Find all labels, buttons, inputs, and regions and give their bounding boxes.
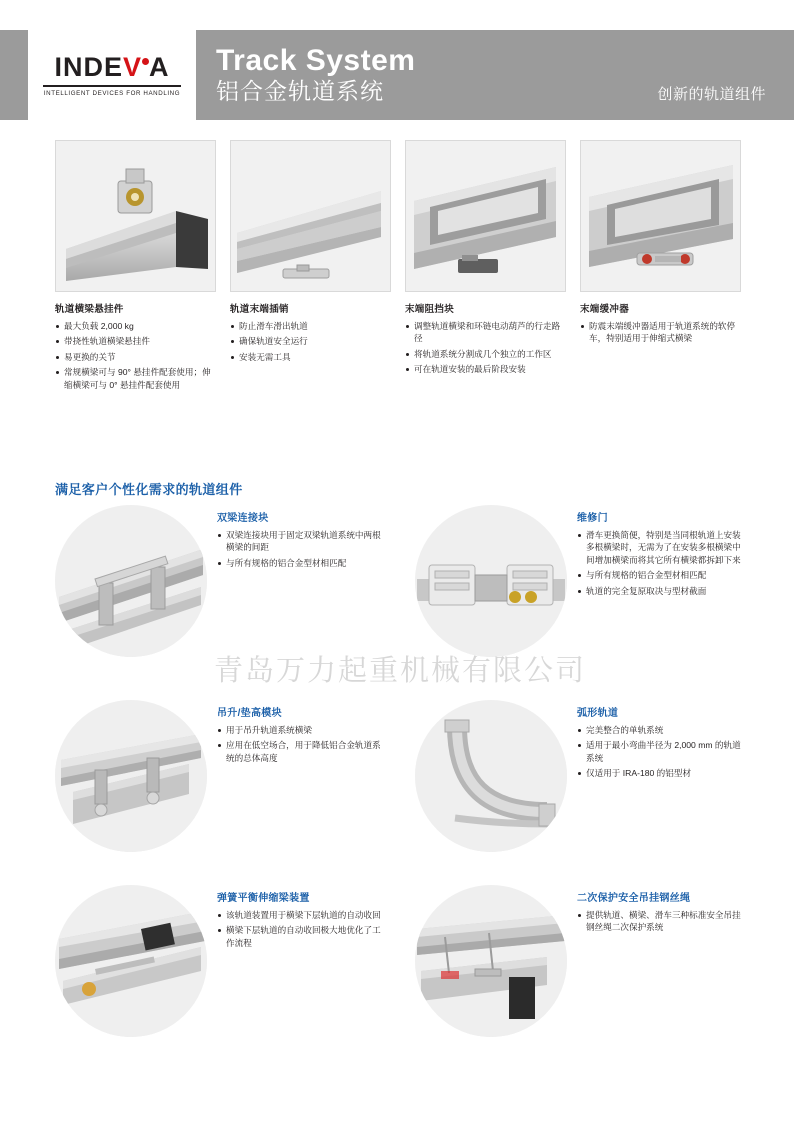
list-item: 调整轨道横梁和环链电动葫芦的行走路径 xyxy=(405,320,566,345)
list-item: 用于吊升轨道系统横梁 xyxy=(217,724,382,736)
track-end-pin-photo xyxy=(230,140,391,292)
page-title-en: Track System xyxy=(216,44,416,78)
module-block xyxy=(55,700,382,852)
list-item: 防止滑车滑出轨道 xyxy=(230,320,391,332)
list-item: 确保轨道安全运行 xyxy=(230,335,391,347)
module-text xyxy=(577,885,742,1037)
module-block xyxy=(55,885,382,1037)
double-beam-connector-photo xyxy=(55,505,207,657)
module-bullets xyxy=(217,724,382,764)
list-item: 适用于最小弯曲半径为 2,000 mm 的轨道系统 xyxy=(577,739,742,764)
product-card xyxy=(580,140,741,394)
logo-divider xyxy=(43,85,181,87)
track-beam-suspension-photo xyxy=(55,140,216,292)
product-card-title: 轨道末端插销 xyxy=(230,304,289,315)
list-item: 双梁连接块用于固定双梁轨道系统中两根横梁的间距 xyxy=(217,529,382,554)
list-item: 将轨道系统分割成几个独立的工作区 xyxy=(405,348,566,360)
list-item: 滑车更换简便，特别是当同根轨道上安装多根横梁时，无需为了在安装多根横梁中间增加横梁而将其它所有横梁都拆卸下来 xyxy=(577,529,742,566)
header-titles xyxy=(196,30,415,120)
module-block xyxy=(55,505,382,657)
module-text xyxy=(577,505,742,657)
curved-track-photo xyxy=(415,700,567,852)
list-item: 横梁下层轨道的自动收回极大地优化了工作流程 xyxy=(217,924,382,949)
module-bullets xyxy=(577,724,742,780)
logo-text-v: V xyxy=(123,51,143,82)
spring-balance-telescopic-beam-photo xyxy=(55,885,207,1037)
list-item: 完美整合的单轨系统 xyxy=(577,724,742,736)
module-title: 弧形轨道 xyxy=(577,708,619,719)
module-title: 维修门 xyxy=(577,513,608,524)
maintenance-door-photo xyxy=(415,505,567,657)
module-title: 双梁连接块 xyxy=(217,513,269,524)
module-text xyxy=(217,700,382,852)
product-card-title: 末端缓冲器 xyxy=(580,304,630,315)
product-card-bullets xyxy=(580,320,741,345)
list-item: 仅适用于 IRA-180 的铝型材 xyxy=(577,767,742,779)
list-item: 应用在低空场合，用于降低铝合金轨道系统的总体高度 xyxy=(217,739,382,764)
list-item: 轨道的完全复原取决与型材截面 xyxy=(577,585,742,597)
section-heading: 满足客户个性化需求的轨道组件 xyxy=(55,482,243,497)
module-title: 二次保护安全吊挂钢丝绳 xyxy=(577,893,691,904)
list-item: 带挠性轨道横梁悬挂件 xyxy=(55,335,216,347)
list-item: 最大负载 2,000 kg xyxy=(55,320,216,332)
end-buffer-photo xyxy=(580,140,741,292)
logo-tagline: INTELLIGENT DEVICES FOR HANDLING xyxy=(43,89,181,97)
logo-dot-icon xyxy=(142,58,149,65)
logo xyxy=(28,30,196,120)
logo-text-part1: INDE xyxy=(54,51,123,82)
module-block xyxy=(415,885,742,1037)
module-block xyxy=(415,700,742,852)
module-title: 弹簧平衡伸缩梁装置 xyxy=(217,893,310,904)
end-stop-block-photo xyxy=(405,140,566,292)
product-card xyxy=(55,140,216,394)
module-block xyxy=(415,505,742,657)
product-card-bullets xyxy=(405,320,566,376)
logo-text-part2: A xyxy=(149,51,170,82)
page-title-cn: 铝合金轨道系统 xyxy=(216,78,384,105)
module-bullets xyxy=(577,529,742,597)
module-bullets xyxy=(217,529,382,569)
product-card xyxy=(405,140,566,394)
product-card-row xyxy=(55,140,745,394)
list-item: 提供轨道、横梁、滑车三种标准安全吊挂钢丝绳二次保护系统 xyxy=(577,909,742,934)
module-title: 吊升/垫高模块 xyxy=(217,708,282,719)
page-header xyxy=(0,30,794,120)
list-item: 该轨道装置用于横梁下层轨道的自动收回 xyxy=(217,909,382,921)
module-text xyxy=(577,700,742,852)
list-item: 可在轨道安装的最后阶段安装 xyxy=(405,363,566,375)
product-card-title: 轨道横梁悬挂件 xyxy=(55,304,124,315)
list-item: 常规横梁可与 90° 悬挂件配套使用；伸缩横梁可与 0° 悬挂件配套使用 xyxy=(55,366,216,391)
list-item: 与所有规格的铝合金型材相匹配 xyxy=(577,569,742,581)
module-text xyxy=(217,505,382,657)
list-item: 安装无需工具 xyxy=(230,351,391,363)
list-item: 易更换的关节 xyxy=(55,351,216,363)
secondary-safety-wire-rope-photo xyxy=(415,885,567,1037)
product-card-bullets xyxy=(230,320,391,363)
list-item: 与所有规格的铝合金型材相匹配 xyxy=(217,557,382,569)
logo-wordmark xyxy=(54,51,170,82)
product-card-bullets xyxy=(55,320,216,391)
header-subtitle: 创新的轨道组件 xyxy=(657,86,766,103)
product-card xyxy=(230,140,391,394)
lifting-spacer-module-photo xyxy=(55,700,207,852)
module-text xyxy=(217,885,382,1037)
module-bullets xyxy=(577,909,742,934)
watermark: 青岛万力起重机械有限公司 xyxy=(213,655,586,687)
list-item: 防震末端缓冲器适用于轨道系统的软停车，特别适用于伸缩式横梁 xyxy=(580,320,741,345)
module-bullets xyxy=(217,909,382,949)
product-card-title: 末端阻挡块 xyxy=(405,304,455,315)
